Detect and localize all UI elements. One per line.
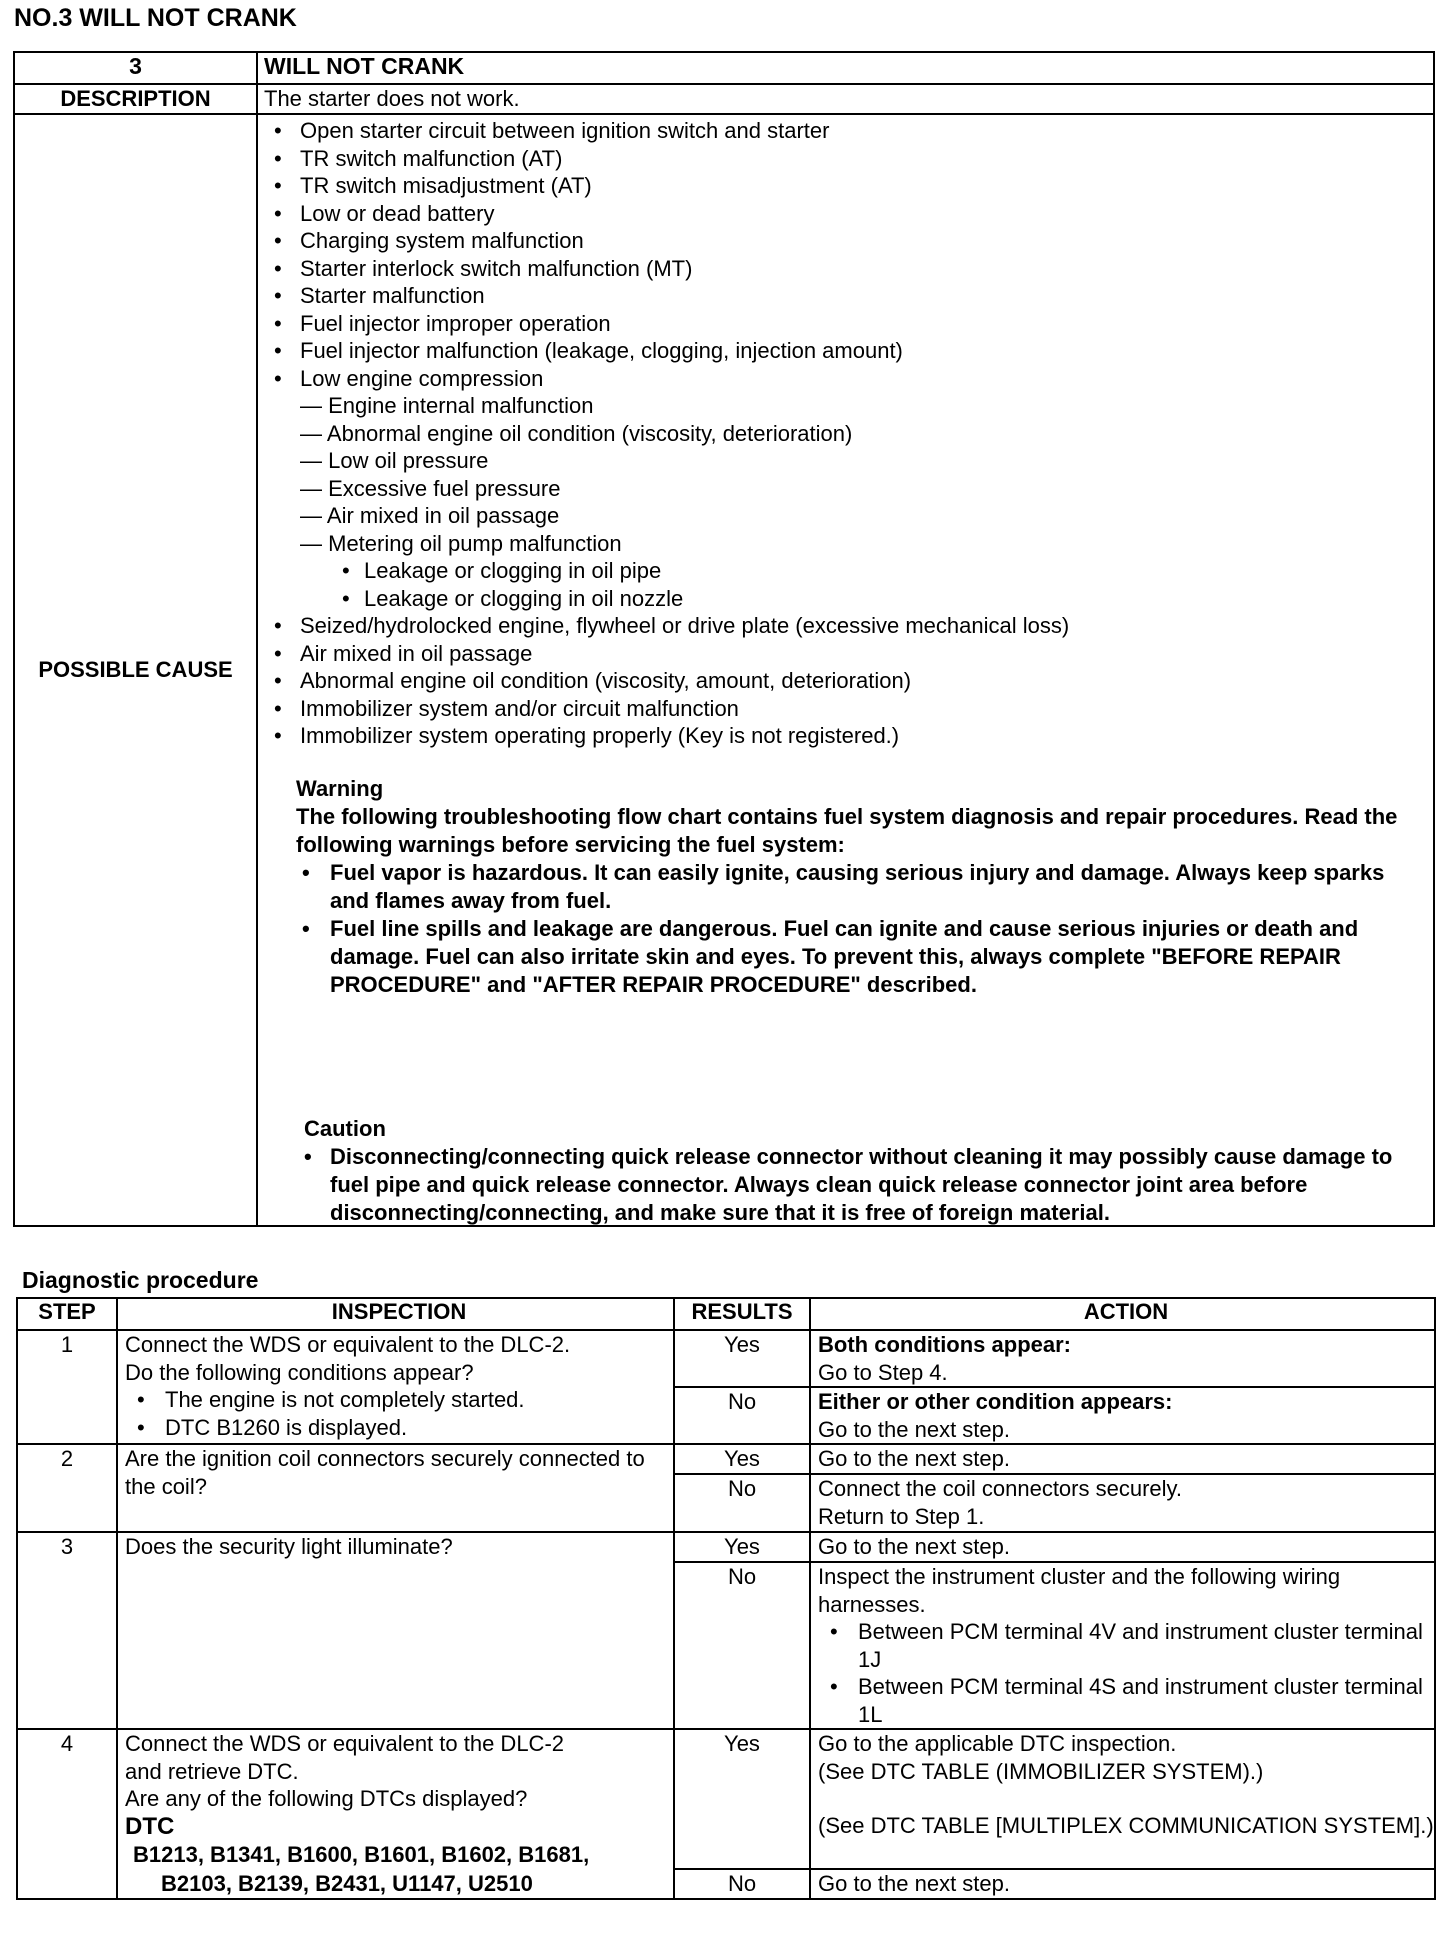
description-label: DESCRIPTION <box>14 84 257 114</box>
action-text: Connect the coil connectors securely. <box>818 1476 1182 1501</box>
inspection-line: Are any of the following DTCs displayed? <box>125 1786 528 1811</box>
step-inspection <box>117 1729 674 1899</box>
cause-item: • Fuel injector malfunction (leakage, clogging, injection amount) <box>264 337 1433 365</box>
dtc-line: B1213, B1341, B1600, B1601, B1602, B1681, <box>133 1842 590 1867</box>
result-no: No <box>674 1474 810 1532</box>
symptom-number: 3 <box>14 52 257 84</box>
possible-cause-cell <box>257 114 1434 1226</box>
description-text: The starter does not work. <box>257 84 1434 114</box>
step-number: 3 <box>17 1532 117 1729</box>
symptom-title: WILL NOT CRANK <box>257 52 1434 84</box>
result-yes: Yes <box>674 1729 810 1869</box>
header-inspection: INSPECTION <box>117 1298 674 1330</box>
action-text: Go to the applicable DTC inspection. <box>818 1731 1177 1756</box>
step-inspection: Does the security light illuminate? <box>117 1532 674 1729</box>
page-title: NO.3 WILL NOT CRANK <box>14 4 297 32</box>
warning-intro: The following troubleshooting flow chart contains fuel system diagnosis and repair procedures. Read the following warnings before servicing the fuel system: <box>296 804 1398 857</box>
cause-item: • Immobilizer system and/or circuit malfunction <box>264 695 1433 723</box>
action-no: Go to the next step. <box>810 1869 1435 1899</box>
action-yes: Go to the next step. <box>810 1532 1435 1562</box>
cause-item: • Low engine compression <box>264 365 1433 393</box>
cause-item: • TR switch malfunction (AT) <box>264 145 1433 173</box>
action-bullet: • Between PCM terminal 4V and instrument cluster terminal 1J <box>818 1618 1434 1673</box>
step-inspection <box>117 1330 674 1444</box>
warning-item: • Fuel line spills and leakage are dangerous. Fuel can ignite and cause serious injuries or death and damage. Fuel can also irritate skin and eyes. To prevent this, always complete "BEFORE REPAIR PROCEDURE" and "AFTER REPAIR PROCEDURE" described. <box>296 915 1421 999</box>
cause-item: • Immobilizer system operating properly (Key is not registered.) <box>264 722 1433 750</box>
inspection-line: Connect the WDS or equivalent to the DLC-2. <box>125 1332 571 1357</box>
cause-item: • Air mixed in oil passage <box>264 640 1433 668</box>
cause-item: • Fuel injector improper operation <box>264 310 1433 338</box>
cause-subitem: — Excessive fuel pressure <box>264 475 1433 503</box>
diagnostic-header-row <box>17 1298 1435 1330</box>
cause-item: • Abnormal engine oil condition (viscosity, amount, deterioration) <box>264 667 1433 695</box>
action-no <box>810 1562 1435 1729</box>
cause-list <box>264 117 1433 750</box>
step-2-yes-row <box>17 1444 1435 1474</box>
cause-item: • Seized/hydrolocked engine, flywheel or drive plate (excessive mechanical loss) <box>264 612 1433 640</box>
step-3-yes-row <box>17 1532 1435 1562</box>
action-yes: Go to the next step. <box>810 1444 1435 1474</box>
inspection-line: and retrieve DTC. <box>125 1758 299 1784</box>
action-yes <box>810 1330 1435 1387</box>
caution-title: Caution <box>304 1116 386 1141</box>
result-yes: Yes <box>674 1444 810 1474</box>
caution-item: • Disconnecting/connecting quick release connector without cleaning it may possibly cause damage to fuel pipe and quick release connector. Always clean quick release connector joint area before disconnecting/connecting, and make sure that it is free of foreign material. <box>304 1143 1426 1227</box>
symptom-header-row <box>14 52 1434 84</box>
action-text: (See DTC TABLE (IMMOBILIZER SYSTEM).) <box>818 1758 1264 1784</box>
header-action: ACTION <box>810 1298 1435 1330</box>
step-1-yes-row <box>17 1330 1435 1387</box>
step-inspection: Are the ignition coil connectors securely connected to the coil? <box>117 1444 674 1532</box>
dtc-codes <box>125 1840 673 1898</box>
warning-item: • Fuel vapor is hazardous. It can easily ignite, causing serious injury and damage. Always keep sparks and flames away from fuel. <box>296 859 1421 915</box>
possible-cause-label: POSSIBLE CAUSE <box>14 114 257 1226</box>
cause-item: • Charging system malfunction <box>264 227 1433 255</box>
header-step: STEP <box>17 1298 117 1330</box>
step-number: 2 <box>17 1444 117 1532</box>
result-no: No <box>674 1562 810 1729</box>
cause-item: • Low or dead battery <box>264 200 1433 228</box>
action-title: Both conditions appear: <box>818 1332 1071 1357</box>
dtc-title: DTC <box>125 1812 175 1840</box>
cause-subitem: — Engine internal malfunction <box>264 392 1433 420</box>
step-4-yes-row <box>17 1729 1435 1869</box>
inspection-bullet: • DTC B1260 is displayed. <box>125 1414 673 1442</box>
result-no: No <box>674 1869 810 1899</box>
action-yes <box>810 1729 1435 1869</box>
warning-title: Warning <box>296 776 384 801</box>
action-bullets <box>818 1618 1434 1728</box>
inspection-line: Do the following conditions appear? <box>125 1359 474 1385</box>
inspection-bullets <box>125 1386 673 1441</box>
description-row <box>14 84 1434 114</box>
action-bullet: • Between PCM terminal 4S and instrument cluster terminal 1L <box>818 1673 1434 1728</box>
step-number: 1 <box>17 1330 117 1444</box>
action-no <box>810 1474 1435 1532</box>
header-results: RESULTS <box>674 1298 810 1330</box>
action-text: Inspect the instrument cluster and the following wiring harnesses. <box>818 1564 1341 1617</box>
cause-subitem: — Low oil pressure <box>264 447 1433 475</box>
action-title: Either or other condition appears: <box>818 1389 1173 1414</box>
action-text: Go to Step 4. <box>818 1359 948 1385</box>
cause-item: • Starter interlock switch malfunction (MT) <box>264 255 1433 283</box>
possible-cause-row <box>14 114 1434 1226</box>
cause-item: • TR switch misadjustment (AT) <box>264 172 1433 200</box>
cause-subsubitem: • Leakage or clogging in oil pipe <box>264 557 1433 585</box>
action-text: (See DTC TABLE [MULTIPLEX COMMUNICATION SYSTEM].) <box>818 1813 1434 1838</box>
warning-block <box>296 775 1421 999</box>
result-yes: Yes <box>674 1330 810 1387</box>
inspection-bullet: • The engine is not completely started. <box>125 1386 673 1414</box>
diagnostic-table <box>16 1297 1436 1900</box>
cause-subsubitem: • Leakage or clogging in oil nozzle <box>264 585 1433 613</box>
action-text: Go to the next step. <box>818 1416 1011 1442</box>
cause-item: • Starter malfunction <box>264 282 1433 310</box>
diagnostic-title: Diagnostic procedure <box>22 1267 259 1293</box>
action-no <box>810 1387 1435 1444</box>
symptom-table <box>13 51 1435 1227</box>
action-text: Return to Step 1. <box>818 1503 985 1529</box>
inspection-line: Connect the WDS or equivalent to the DLC-2 <box>125 1731 565 1756</box>
result-yes: Yes <box>674 1532 810 1562</box>
cause-item: • Open starter circuit between ignition switch and starter <box>264 117 1433 145</box>
cause-subitem: — Metering oil pump malfunction <box>264 530 1433 558</box>
result-no: No <box>674 1387 810 1444</box>
cause-subitem: — Air mixed in oil passage <box>264 502 1433 530</box>
step-number: 4 <box>17 1729 117 1899</box>
cause-subitem: — Abnormal engine oil condition (viscosity, deterioration) <box>264 420 1433 448</box>
caution-block <box>304 1115 1426 1227</box>
dtc-line: B2103, B2139, B2431, U1147, U2510 <box>161 1871 533 1896</box>
